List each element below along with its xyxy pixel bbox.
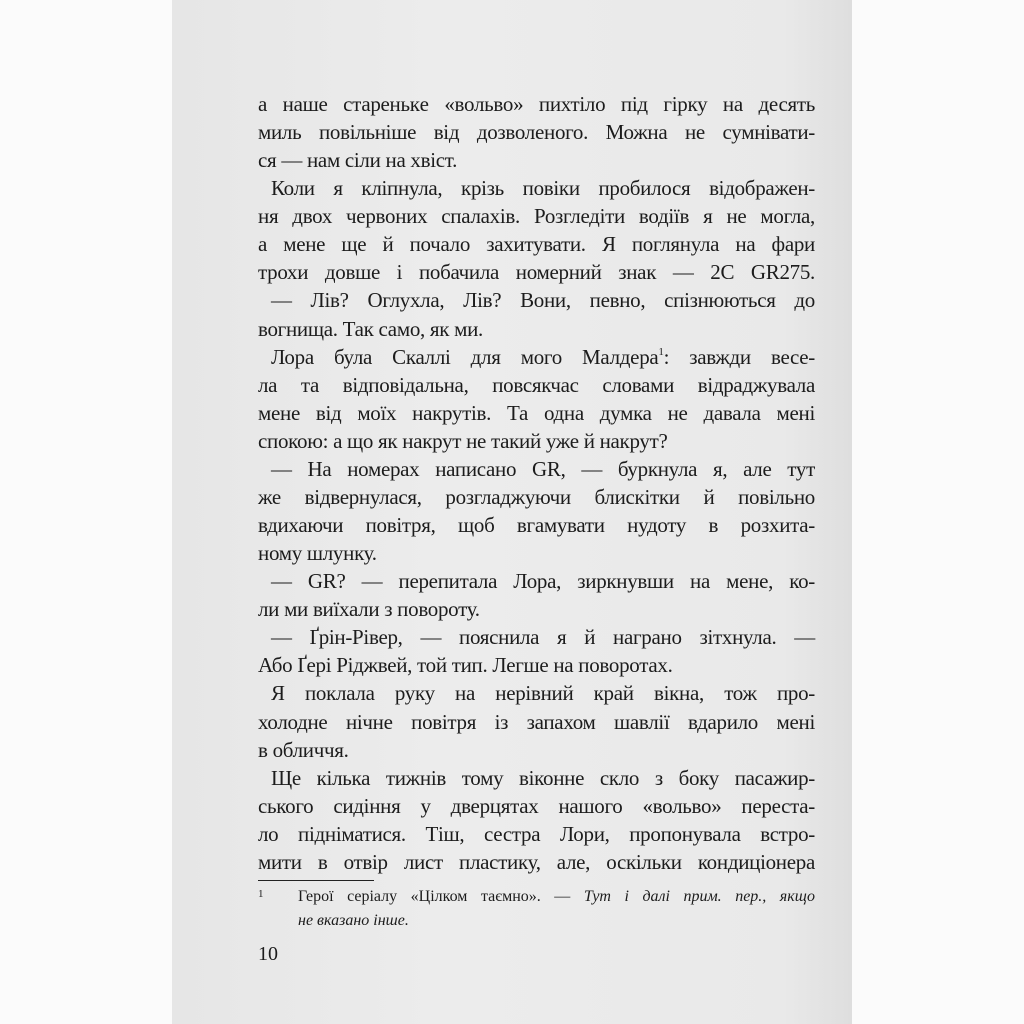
line-text: ло підніматися. Тіш, сестра Лори, пропонувала встро- — [258, 821, 815, 846]
text-line — [271, 567, 815, 595]
line-text: — Ґрін-Рівер, — пояснила я й награно зітхнула. — — [271, 625, 815, 650]
text-line — [258, 118, 815, 146]
text-line — [271, 623, 815, 651]
line-text: ли ми виїхали з повороту. — [258, 597, 480, 622]
line-text: вдихаючи повітря, щоб вгамувати нудоту в розхита- — [258, 513, 815, 538]
footnote-italic: Тут і далі прим. пер., якщо — [583, 888, 816, 905]
text-line — [271, 174, 815, 202]
line-text: трохи довше і побачила номерний знак — 2C GR275. — [258, 260, 815, 285]
line-text: спокою: а що як накрут не такий уже й накрут? — [258, 428, 668, 453]
text-line — [258, 371, 815, 399]
text-line — [258, 399, 815, 427]
text-line — [258, 258, 815, 286]
line-text: — На номерах написано GR, — буркнула я, але тут — [271, 456, 815, 481]
line-text: же відвернулася, розгладжуючи блискітки й повільно — [258, 484, 815, 509]
line-text: Лора була Скаллі для мого Малдера — [271, 344, 659, 369]
line-text: Або Ґері Ріджвей, той тип. Легше на поворотах. — [258, 653, 673, 678]
line-text: миль повільніше від дозволеного. Можна не сумнівати- — [258, 120, 815, 145]
page-number: 10 — [258, 943, 278, 965]
text-line — [258, 315, 815, 343]
footnote-line-1 — [298, 886, 815, 908]
text-line — [258, 230, 815, 258]
text-line — [258, 820, 815, 848]
text-line — [258, 483, 815, 511]
text-line — [271, 343, 815, 371]
text-line — [258, 427, 815, 455]
line-text: в обличчя. — [258, 737, 349, 762]
line-text: мити в отвір лист пластику, але, оскільки кондиціонера — [258, 849, 815, 874]
line-text: — Лів? Оглухла, Лів? Вони, певно, спізнюються до — [271, 288, 815, 313]
text-line — [258, 146, 815, 174]
line-text: ла та відповідальна, повсякчас словами відраджувала — [258, 372, 815, 397]
line-text: вогнища. Так само, як ми. — [258, 316, 484, 341]
footnote-line-2: не вказано інше. — [298, 912, 409, 929]
line-text: Ще кілька тижнів тому віконне скло з боку пасажир- — [271, 765, 815, 790]
text-line — [258, 792, 815, 820]
line-text: ному шлунку. — [258, 541, 377, 566]
text-line — [258, 736, 815, 764]
line-text: ся — нам сіли на хвіст. — [258, 148, 458, 173]
text-line — [258, 511, 815, 539]
line-text: а наше старенькe «вольво» пихтіло під гірку на десять — [258, 92, 815, 116]
text-line — [258, 848, 815, 876]
text-line — [258, 90, 815, 118]
text-line — [258, 708, 815, 736]
text-line — [258, 539, 815, 567]
text-line — [258, 202, 815, 230]
line-text: холодне нічне повітря із запахом шавлії вдарило мені — [258, 709, 815, 734]
text-line — [271, 455, 815, 483]
text-line — [258, 595, 815, 623]
line-text: ня двох червоних спалахів. Розгледіти водіїв я не могла, — [258, 204, 815, 229]
footnote-text: Герої серіалу «Цілком таємно». — — [298, 888, 584, 905]
line-text: — GR? — перепитала Лора, зиркнувши на мене, ко- — [271, 569, 815, 594]
line-text-continued: : завжди весе- — [663, 344, 815, 369]
line-text: мене від моїх накрутів. Та одна думка не давала мені — [258, 400, 815, 425]
footnote-reference: 1 — [658, 345, 664, 358]
footnote-mark: 1 — [258, 888, 264, 900]
line-text: Я поклала руку на нерівний край вікна, тож про- — [271, 681, 815, 706]
line-text: а мене ще й почало захитувати. Я поглянула на фари — [258, 232, 815, 257]
footnote-divider — [258, 880, 374, 881]
text-line — [271, 286, 815, 314]
line-text: ського сидіння у дверцятах нашого «вольво» переста- — [258, 793, 815, 818]
line-text: Коли я кліпнула, крізь повіки пробилося відображен- — [271, 176, 815, 201]
text-line — [271, 764, 815, 792]
text-line — [258, 651, 815, 679]
text-line — [271, 679, 815, 707]
